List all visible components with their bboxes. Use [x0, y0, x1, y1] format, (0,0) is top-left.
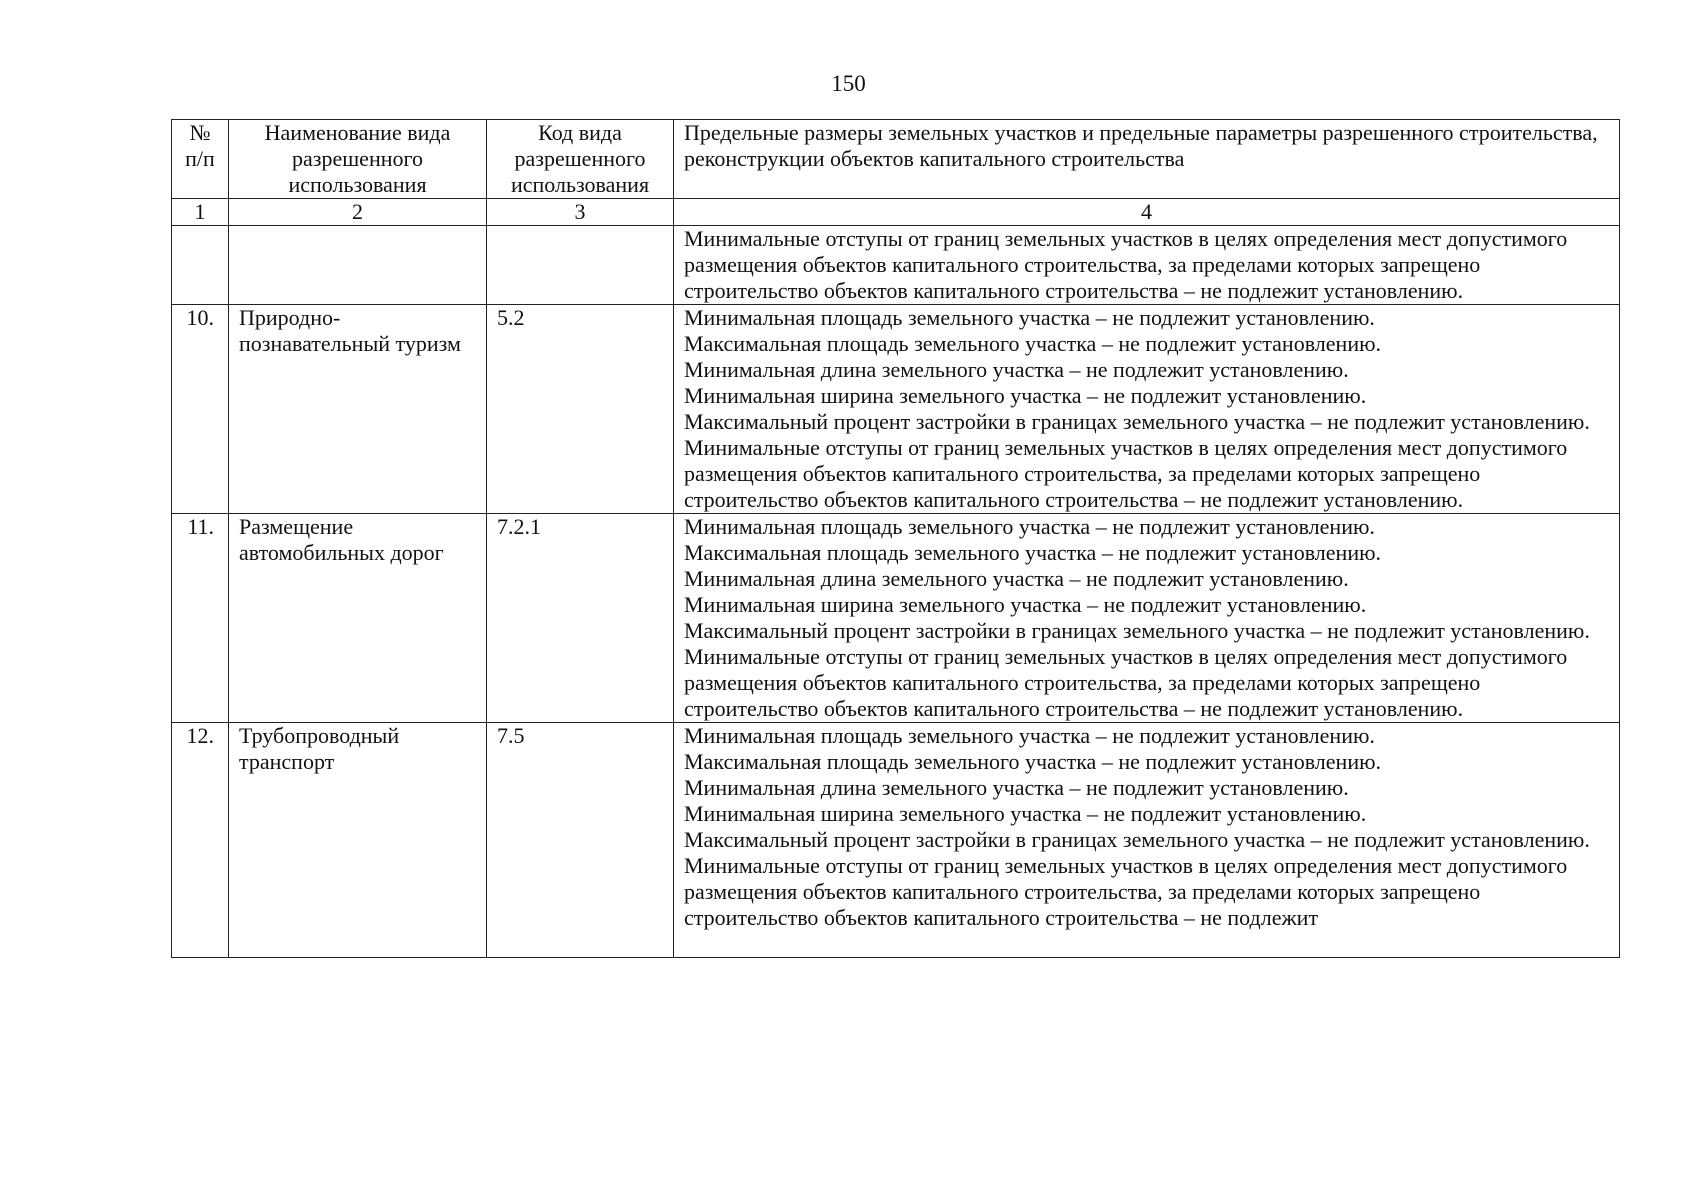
table-row: [172, 723, 1620, 958]
use-name: [229, 226, 487, 305]
row-number: [172, 226, 229, 305]
use-name: Размещение автомобильных дорог: [229, 514, 487, 723]
use-parameters: Минимальная площадь земельного участка – не подлежит установлению. Максимальная площадь земельного участка – не подлежит установлению. Минимальная длина земельного участка – не подлежит установлению. Минимальная ширина земельного участка – не подлежит установлению. Максимальный процент застройки в границах земельного участка – не подлежит установлению. Минимальные отступы от границ земельных участков в целях определения мест допустимого размещения объектов капитального строительства, за пределами которых запрещено строительство объектов капитального строительства – не подлежит установлению.: [674, 514, 1620, 723]
row-number: 12.: [172, 723, 229, 958]
use-parameters: Минимальная площадь земельного участка – не подлежит установлению. Максимальная площадь земельного участка – не подлежит установлению. Минимальная длина земельного участка – не подлежит установлению. Минимальная ширина земельного участка – не подлежит установлению. Максимальный процент застройки в границах земельного участка – не подлежит установлению. Минимальные отступы от границ земельных участков в целях определения мест допустимого размещения объектов капитального строительства, за пределами которых запрещено строительство объектов капитального строительства – не подлежит установлению.: [674, 305, 1620, 514]
header-parameters: Предельные размеры земельных участков и предельные параметры разрешенного строительства, реконструкции объектов капитального строительства: [674, 120, 1620, 199]
column-number-1: 1: [172, 199, 229, 226]
column-number-2: 2: [229, 199, 487, 226]
row-number: 10.: [172, 305, 229, 514]
column-number-4: 4: [674, 199, 1620, 226]
header-number: № п/п: [172, 120, 229, 199]
use-code: [487, 226, 674, 305]
use-code: 7.2.1: [487, 514, 674, 723]
land-use-parameters-table: [171, 119, 1620, 958]
row-number: 11.: [172, 514, 229, 723]
column-number-3: 3: [487, 199, 674, 226]
table-row: [172, 514, 1620, 723]
page-number: 150: [831, 71, 866, 96]
header-use-code: Код вида разрешенного использования: [487, 120, 674, 199]
use-code: 5.2: [487, 305, 674, 514]
use-name: Трубопроводный транспорт: [229, 723, 487, 958]
table-row: [172, 226, 1620, 305]
column-number-row: [172, 199, 1620, 226]
use-parameters: Минимальные отступы от границ земельных участков в целях определения мест допустимого размещения объектов капитального строительства, за пределами которых запрещено строительство объектов капитального строительства – не подлежит установлению.: [674, 226, 1620, 305]
table-header-row: [172, 120, 1620, 199]
use-code: 7.5: [487, 723, 674, 958]
use-name: Природно-познавательный туризм: [229, 305, 487, 514]
table-row: [172, 305, 1620, 514]
use-parameters: Минимальная площадь земельного участка – не подлежит установлению. Максимальная площадь земельного участка – не подлежит установлению. Минимальная длина земельного участка – не подлежит установлению. Минимальная ширина земельного участка – не подлежит установлению. Максимальный процент застройки в границах земельного участка – не подлежит установлению. Минимальные отступы от границ земельных участков в целях определения мест допустимого размещения объектов капитального строительства, за пределами которых запрещено строительство объектов капитального строительства – не подлежит: [674, 723, 1620, 958]
header-use-name: Наименование вида разрешенного использования: [229, 120, 487, 199]
